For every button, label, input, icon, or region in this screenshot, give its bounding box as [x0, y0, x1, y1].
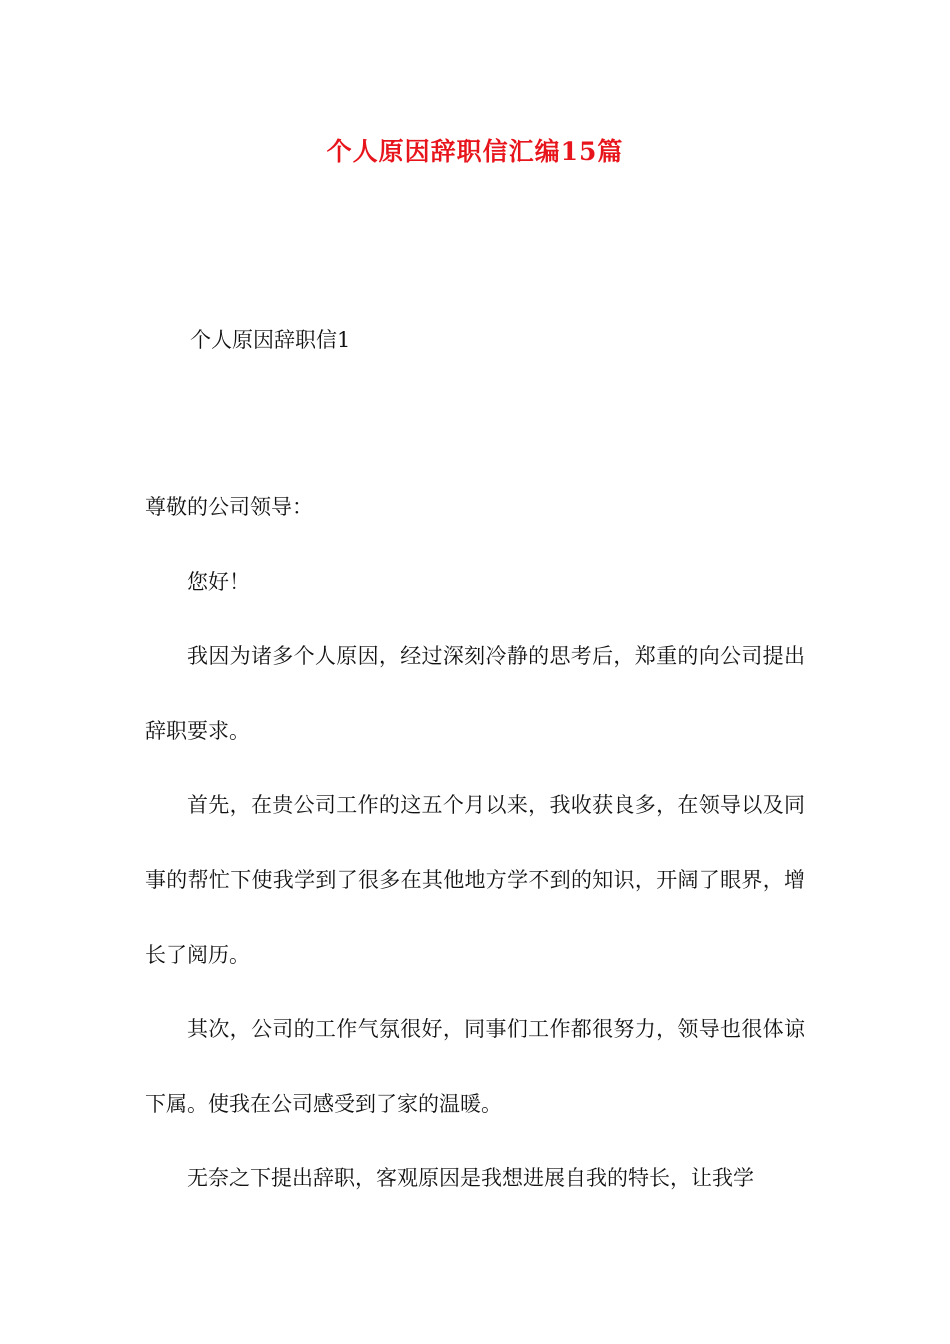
salutation: 尊敬的公司领导： — [145, 495, 313, 519]
paragraph: 我因为诸多个人原因，经过深刻冷静的思考后，郑重的向公司提出辞职要求。 — [145, 644, 805, 743]
paragraph: 首先，在贵公司工作的这五个月以来，我收获良多，在领导以及同事的帮忙下使我学到了很多在其他地方学不到的知识，开阔了眼界，增长了阅历。 — [145, 793, 805, 967]
letter-body — [145, 470, 805, 1216]
document-title: 个人原因辞职信汇编15篇 — [326, 137, 624, 166]
paragraph: 其次，公司的工作气氛很好，同事们工作都很努力，领导也很体谅下属。使我在公司感受到了家的温暖。 — [145, 1017, 805, 1116]
section-heading: 个人原因辞职信1 — [190, 328, 351, 352]
paragraph: 您好！ — [187, 569, 250, 594]
paragraph: 无奈之下提出辞职，客观原因是我想进展自我的特长，让我学 — [187, 1166, 754, 1191]
